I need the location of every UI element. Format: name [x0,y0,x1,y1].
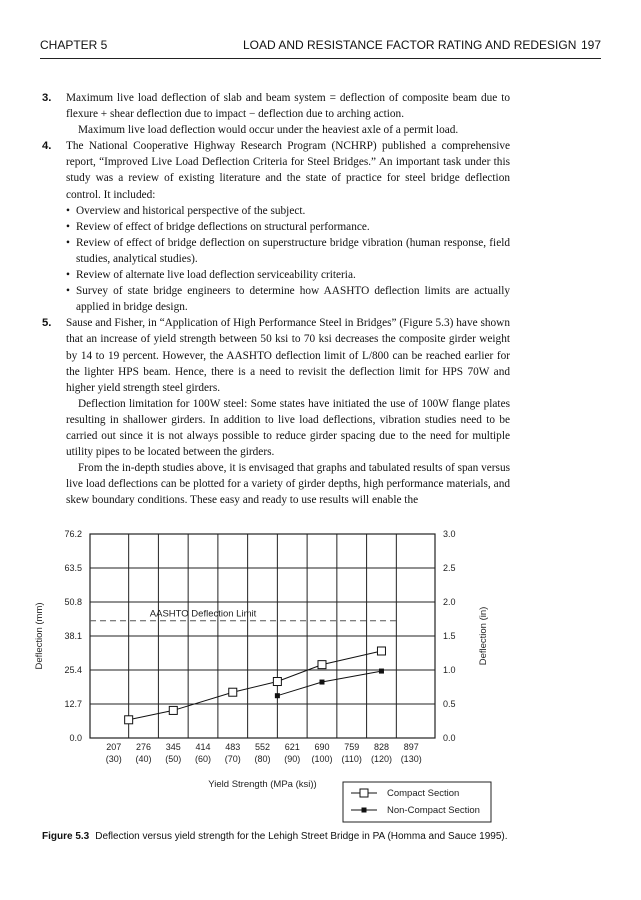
data-point-compact [377,647,385,655]
legend-marker-compact [360,789,368,797]
chart-series [125,647,386,724]
figure-caption [42,831,602,842]
legend-label: Non-Compact Section [387,805,480,816]
x-tick-label-ksi: (90) [284,754,301,764]
x-tick-label-ksi: (110) [341,754,362,764]
list-item-3 [42,90,510,138]
x-tick-label-ksi: (120) [370,754,392,764]
chart-annotation [90,609,396,621]
chart-ticks [64,529,455,764]
x-tick-label-mpa: 414 [195,742,211,752]
header-rule [40,58,601,59]
x-tick-label-mpa: 759 [344,742,360,752]
x-tick-label-mpa: 483 [225,742,241,752]
data-point-compact [273,678,281,686]
x-tick-label-mpa: 690 [314,742,330,752]
page-number: 197 [580,38,601,52]
deflection-chart [30,522,500,824]
chart-legend [343,782,491,822]
y-tick-label-left: 25.4 [64,665,82,675]
bullet-item: • Review of effect of bridge deflection on superstructure bridge vibration (human response, field studies, analytical studies). [66,235,510,267]
y-tick-label-right: 0.0 [443,733,456,743]
x-tick-label-ksi: (70) [224,754,241,764]
x-tick-label-mpa: 897 [403,742,419,752]
chapter-label: CHAPTER 5 [40,38,108,52]
bullet-item: • Review of alternate live load deflection serviceability criteria. [66,267,510,283]
x-tick-label-ksi: (60) [195,754,212,764]
running-header [40,38,601,58]
x-axis-title: Yield Strength (MPa (ksi)) [208,779,317,790]
item-number: 3. [42,92,52,104]
data-point-compact [229,688,237,696]
x-tick-label-mpa: 207 [106,742,122,752]
y-axis-title-right: Deflection (in) [478,606,489,666]
x-tick-label-ksi: (130) [400,754,422,764]
paragraph: Deflection limitation for 100W steel: Some states have initiated the use of 100W flange plates resulting in shallower girders. In addition to live load deflections, vibration studies need to be carried out since it is not always possible to reduce girder spacing due to the need for multiple utility pipes to be located between the girders. [66,397,510,459]
item-number: 4. [42,140,52,153]
bullet-item: • Review of effect of bridge deflections on structural performance. [66,219,510,235]
item-number: 5. [42,317,52,330]
y-tick-label-left: 12.7 [64,699,82,709]
running-title: LOAD AND RESISTANCE FACTOR RATING AND REDESIGN [243,38,577,52]
aashto-limit-label: AASHTO Deflection Limit [149,608,257,620]
item-text: The National Cooperative Highway Research Program (NCHRP) published a comprehensive report, “Improved Live Load Deflection Criteria for Steel Bridges.” An important task under this study was a review of existing literature and the state of practice for steel bridge deflection control. It included: [66,140,510,201]
y-tick-label-left: 38.1 [64,631,82,641]
data-point-compact [125,716,133,724]
data-point-compact [318,661,326,669]
x-tick-label-mpa: 345 [165,742,181,752]
bullet-list [66,203,510,316]
caption-text: Deflection versus yield strength for the Lehigh Street Bridge in PA (Homma and Sauce 1995). [95,831,508,842]
paragraph: From the in-depth studies above, it is envisaged that graphs and tabulated results of span versus live load deflections can be plotted for a variety of girder depths, high performance materials, and skew boundary conditions. These easy and ready to use results will enable the [66,462,510,507]
x-tick-label-ksi: (40) [135,754,152,764]
x-tick-label-mpa: 552 [254,742,271,752]
item-text: Sause and Fisher, in “Application of High Performance Steel in Bridges” (Figure 5.3) have shown that an increase of yield strength between 50 ksi to 70 ksi decreases the composite girder weight by 14 to 19 percent. However, the AASHTO deflection limit of L/800 can be reached earlier for the lighter HPS beam. Hence, there is a need to revisit the deflection limit for HPS 70W and higher yield strength steel girders. [66,317,510,394]
y-tick-label-right: 2.5 [443,563,456,573]
data-point-noncompact [379,669,384,674]
body-text [42,90,510,508]
data-point-noncompact [275,693,280,698]
series-line-0 [129,651,382,720]
y-tick-label-right: 3.0 [443,529,456,539]
item-follow-text: Maximum live load deflection would occur under the heaviest axle of a permit load. [78,124,459,137]
y-tick-label-right: 2.0 [443,597,456,607]
x-tick-label-mpa: 276 [136,742,152,752]
list-item-5 [42,315,510,395]
y-tick-label-left: 76.2 [64,529,82,539]
y-tick-label-right: 1.5 [443,631,456,641]
figure-label: Figure 5.3 [42,831,90,842]
list-item-4 [42,138,510,315]
x-tick-label-ksi: (80) [254,754,271,764]
legend-label: Compact Section [387,788,460,799]
item-text: Maximum live load deflection of slab and beam system = deflection of composite beam due to flexure + shear deflection due to impact − deflection due to arching action. [66,92,510,121]
x-tick-label-mpa: 621 [284,742,300,752]
series-line-1 [277,671,381,696]
y-tick-label-left: 0.0 [69,733,82,743]
x-tick-label-mpa: 828 [373,742,389,752]
data-point-compact [169,706,177,714]
x-tick-label-ksi: (50) [165,754,182,764]
y-tick-label-right: 1.0 [443,665,456,675]
chart-grid [90,534,435,738]
bullet-item: • Overview and historical perspective of the subject. [66,203,510,219]
bullet-item: • Survey of state bridge engineers to determine how AASHTO deflection limits are actually applied in bridge design. [66,283,510,315]
y-tick-label-left: 63.5 [64,563,82,573]
x-tick-label-ksi: (30) [105,754,122,764]
y-tick-label-left: 50.8 [64,597,82,607]
data-point-noncompact [319,680,324,685]
x-tick-label-ksi: (100) [311,754,333,764]
y-tick-label-right: 0.5 [443,699,456,709]
y-axis-title-left: Deflection (mm) [34,602,45,670]
legend-marker-noncompact [362,808,367,813]
